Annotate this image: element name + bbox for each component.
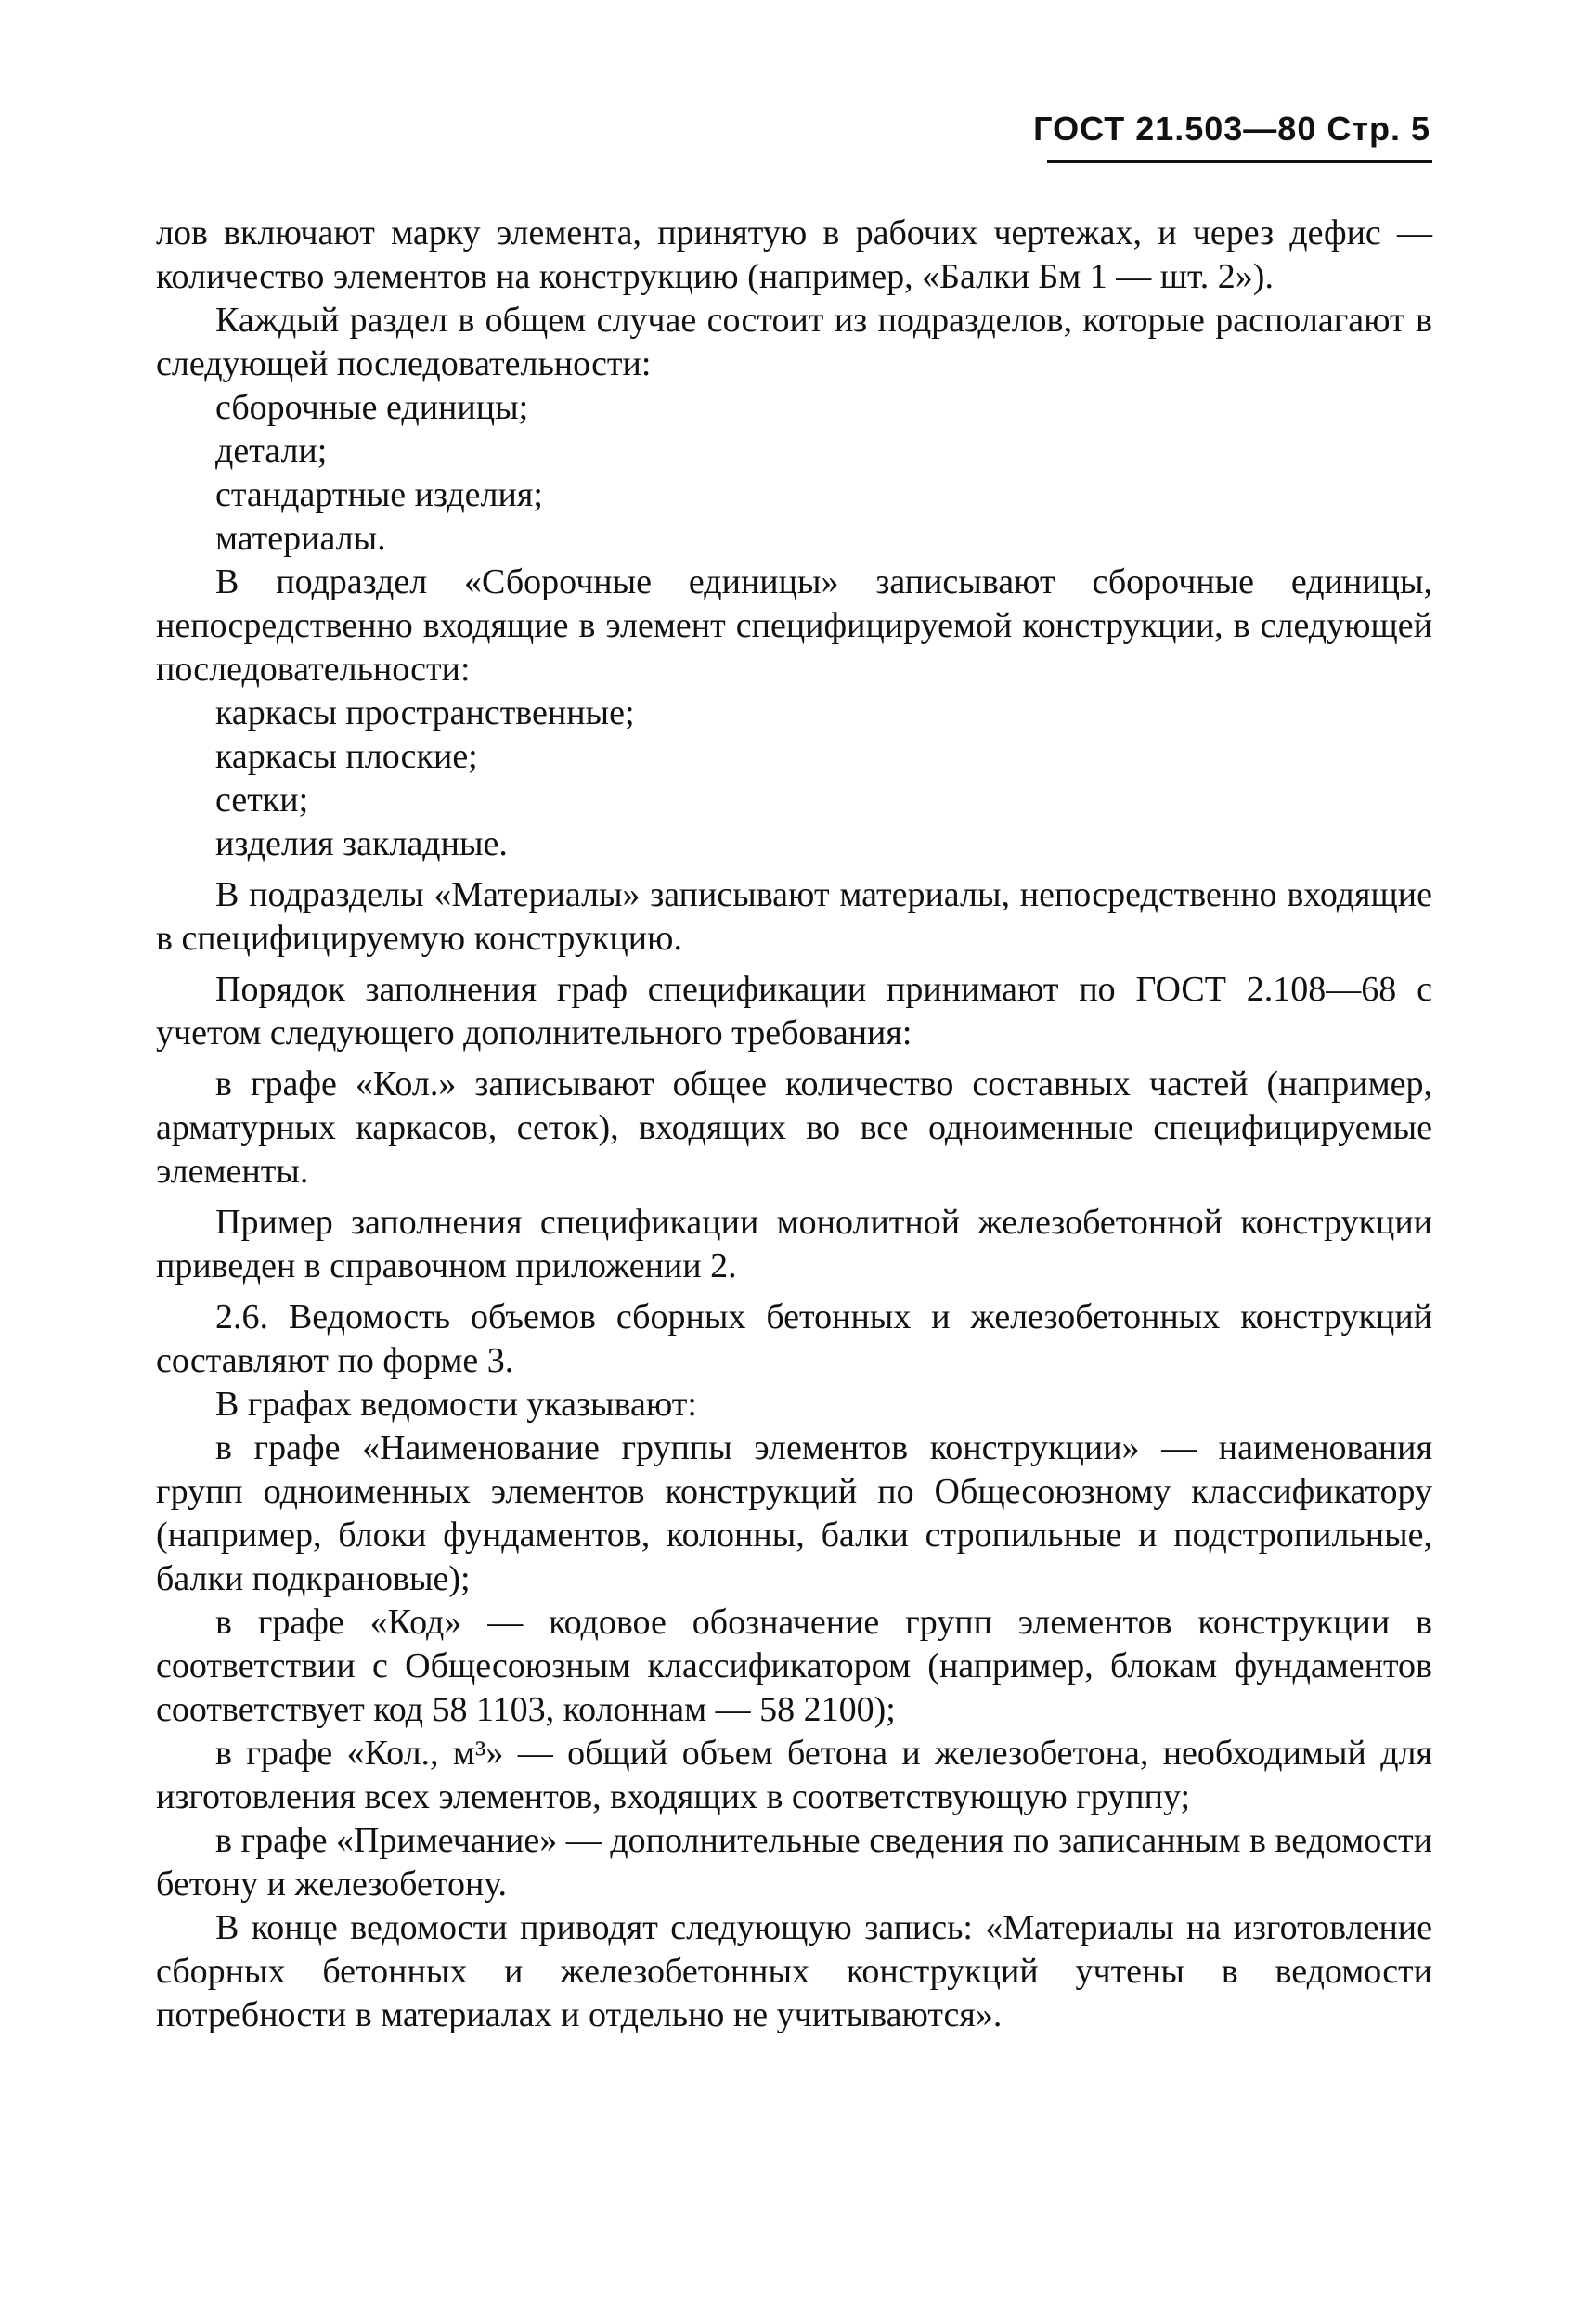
- list-item: сборочные единицы;: [215, 388, 529, 427]
- page-header: ГОСТ 21.503—80 Стр. 5: [1033, 110, 1430, 148]
- paragraph: Пример заполнения спецификации монолитной железобетонной конструкции приведен в справочном приложении 2.: [156, 1203, 1432, 1285]
- paragraph: В подраздел «Сборочные единицы» записывают сборочные единицы, непосредственно входящие в элемент специфицируемой конструкции, в следующей последовательности:: [156, 562, 1432, 689]
- paragraph: лов включают марку элемента, принятую в рабочих чертежах, и через дефис — количество элементов на конструкцию (например, «Балки Бм 1 — шт. 2»).: [156, 213, 1432, 296]
- list-item: сетки;: [215, 781, 309, 820]
- list-item: материалы.: [215, 519, 386, 558]
- paragraph: В подразделы «Материалы» записывают материалы, непосредственно входящие в специфицируемую конструкцию.: [156, 875, 1432, 958]
- paragraph: В конце ведомости приводят следующую запись: «Материалы на изготовление сборных бетонных и железобетонных конструкций учтены в ведомости потребности в материалах и отдельно не учитываются».: [156, 1908, 1432, 2034]
- paragraph: Порядок заполнения граф спецификации принимают по ГОСТ 2.108—68 с учетом следующего дополнительного требования:: [156, 970, 1432, 1052]
- paragraph: в графе «Примечание» — дополнительные сведения по записанным в ведомости бетону и железобетону.: [156, 1821, 1432, 1904]
- list-item: каркасы пространственные;: [215, 693, 635, 732]
- paragraph: Каждый раздел в общем случае состоит из подразделов, которые располагают в следующей последовательности:: [156, 301, 1432, 383]
- paragraph: в графе «Кол., м³» — общий объем бетона и железобетона, необходимый для изготовления всех элементов, входящих в соответствующую группу;: [156, 1734, 1432, 1816]
- paragraph: в графе «Наименование группы элементов конструкции» — наименования групп одноименных элементов конструкций по Общесоюзному классификатору (например, блоки фундаментов, колонны, балки стропильные и подстропильные, балки подкрановые);: [156, 1428, 1432, 1598]
- paragraph: В графах ведомости указывают:: [215, 1385, 697, 1424]
- paragraph: в графе «Код» — кодовое обозначение групп элементов конструкции в соответствии с Общесоюзным классификатором (например, блокам фундаментов соответствует код 58 1103, колоннам — 58 2100);: [156, 1603, 1432, 1729]
- list-item: стандартные изделия;: [215, 475, 543, 514]
- header-rule: [1047, 160, 1432, 163]
- list-item: изделия закладные.: [215, 824, 508, 863]
- paragraph: в графе «Кол.» записывают общее количество составных частей (например, арматурных каркасов, сеток), входящих во все одноименные специфицируемые элементы.: [156, 1065, 1432, 1191]
- page-body: [156, 212, 1432, 2037]
- paragraph: 2.6. Ведомость объемов сборных бетонных и железобетонных конструкций составляют по форме 3.: [156, 1298, 1432, 1380]
- list-item: каркасы плоские;: [215, 737, 478, 776]
- list-item: детали;: [215, 432, 328, 471]
